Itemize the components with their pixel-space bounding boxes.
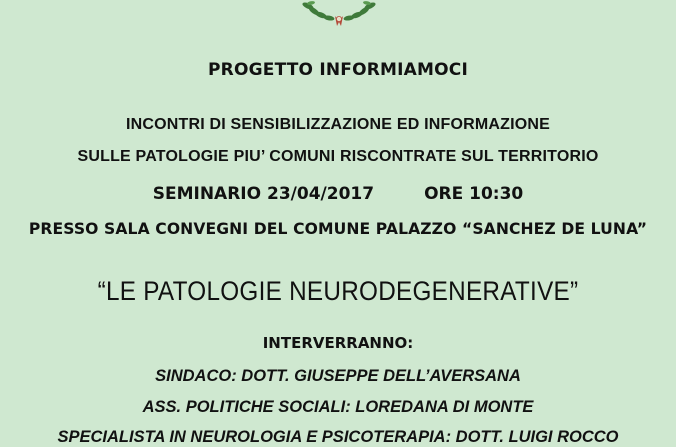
intro-line-1: INCONTRI DI SENSIBILIZZAZIONE ED INFORMAZIONE (125, 116, 551, 133)
speaker-1: SINDACO: DOTT. GIUSEPPE DELL’AVERSANA (155, 367, 521, 385)
seminar-time: ORE 10:30 (424, 184, 524, 204)
speakers-heading: INTERVERRANNO: (262, 334, 414, 352)
venue: PRESSO SALA CONVEGNI DEL COMUNE PALAZZO “SANCHEZ DE LUNA” (28, 220, 648, 238)
seminar-row (0, 184, 676, 204)
laurel-wreath-emblem-icon (298, 0, 380, 28)
seminar-topic: “LE PATOLOGIE NEURODEGENERATIVE” (97, 276, 579, 306)
project-title: PROGETTO INFORMIAMOCI (208, 60, 468, 80)
speaker-3: SPECIALISTA IN NEUROLOGIA E PSICOTERAPIA: DOTT. LUIGI ROCCO (57, 428, 619, 446)
intro-line-2: SULLE PATOLOGIE PIU’ COMUNI RISCONTRATE SUL TERRITORIO (77, 148, 599, 165)
seminar-date: SEMINARIO 23/04/2017 (152, 184, 375, 204)
speaker-2: ASS. POLITICHE SOCIALI: LOREDANA DI MONTE (142, 398, 534, 416)
